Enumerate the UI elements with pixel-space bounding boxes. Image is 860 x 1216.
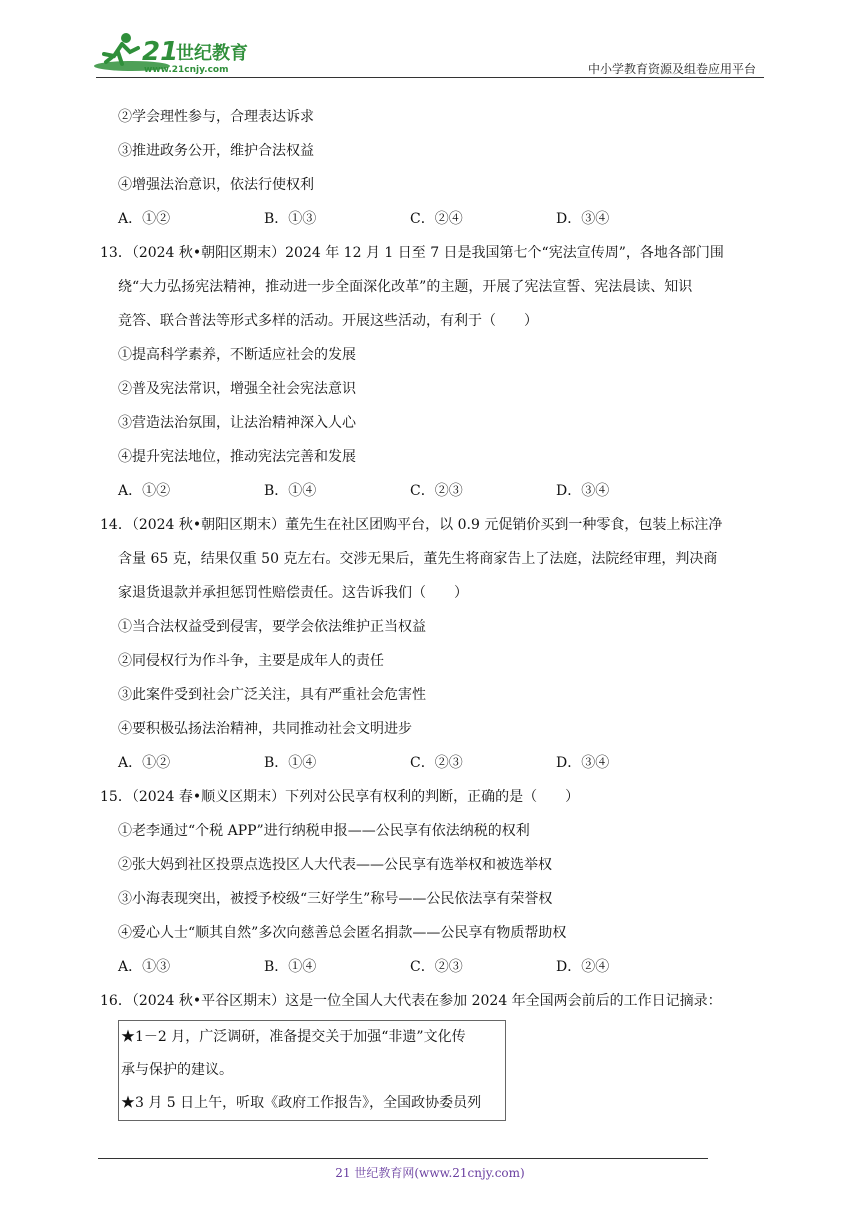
choice-d: D．②④ bbox=[556, 959, 610, 975]
q13-stem-line: 绕“大力弘扬宪法精神，推动进一步全面深化改革”的主题，开展了宪法宣誓、宪法晨读、知识 bbox=[118, 279, 693, 295]
q12-choices bbox=[118, 202, 768, 236]
logo-url: www.21cnjy.com bbox=[144, 65, 229, 75]
logo-number: 21 bbox=[142, 37, 179, 67]
q13-option: ①提高科学素养，不断适应社会的发展 bbox=[118, 347, 356, 363]
choice-a: A．①② bbox=[118, 483, 171, 499]
header-divider bbox=[96, 77, 764, 78]
q15-option: ①老李通过“个税 APP”进行纳税申报——公民享有依法纳税的权利 bbox=[118, 823, 530, 839]
q14-stem-line: 14．（2024 秋•朝阳区期末）董先生在社区团购平台，以 0.9 元促销价买到一种零食，包装上标注净 bbox=[100, 517, 723, 533]
choice-b: B．①④ bbox=[264, 483, 317, 499]
choice-c: C．②③ bbox=[410, 755, 463, 771]
footer-text: 21 世纪教育网(www.21cnjy.com) bbox=[335, 1166, 525, 1180]
choice-d: D．③④ bbox=[556, 483, 610, 499]
q14-stem-line: 含量 65 克，结果仅重 50 克左右。交涉无果后，董先生将商家告上了法庭，法院经审理，判决商 bbox=[118, 551, 718, 567]
q13-choices bbox=[118, 474, 768, 508]
q14-option: ②同侵权行为作斗争，主要是成年人的责任 bbox=[118, 653, 384, 669]
choice-b: B．①④ bbox=[264, 959, 317, 975]
site-logo bbox=[92, 30, 262, 76]
q13-option: ④提升宪法地位，推动宪法完善和发展 bbox=[118, 449, 356, 465]
diary-excerpt-box bbox=[118, 1020, 506, 1121]
q13-option: ③营造法治氛围，让法治精神深入人心 bbox=[118, 415, 356, 431]
q14-option: ④要积极弘扬法治精神，共同推动社会文明进步 bbox=[118, 721, 412, 737]
question-content bbox=[100, 100, 768, 1121]
q12-option-2: ②学会理性参与，合理表达诉求 bbox=[118, 109, 314, 125]
q14-stem-line: 家退货退款并承担惩罚性赔偿责任。这告诉我们（ ） bbox=[118, 585, 468, 601]
choice-c: C．②③ bbox=[410, 483, 463, 499]
q13-stem-line: 竞答、联合普法等形式多样的活动。开展这些活动，有利于（ ） bbox=[118, 313, 538, 329]
q14-option: ③此案件受到社会广泛关注，具有严重社会危害性 bbox=[118, 687, 426, 703]
q14-choices bbox=[118, 746, 768, 780]
q12-option-4: ④增强法治意识，依法行使权利 bbox=[118, 177, 314, 193]
q15-choices bbox=[118, 950, 768, 984]
choice-a: A．①③ bbox=[118, 959, 171, 975]
choice-b: B．①④ bbox=[264, 755, 317, 771]
footer-divider bbox=[98, 1158, 708, 1159]
choice-d: D．③④ bbox=[556, 755, 610, 771]
choice-d: D．③④ bbox=[556, 211, 610, 227]
q12-option-3: ③推进政务公开，维护合法权益 bbox=[118, 143, 314, 159]
choice-a: A．①② bbox=[118, 755, 171, 771]
q15-option: ②张大妈到社区投票点选投区人大代表——公民享有选举权和被选举权 bbox=[118, 857, 552, 873]
choice-c: C．②④ bbox=[410, 211, 463, 227]
logo-text: 世纪教育 bbox=[176, 43, 248, 64]
page-header bbox=[0, 0, 860, 80]
q15-option: ④爱心人士“顺其自然”多次向慈善总会匿名捐款——公民享有物质帮助权 bbox=[118, 925, 567, 941]
diary-line: 承与保护的建议。 bbox=[121, 1062, 233, 1078]
q15-stem-line: 15．（2024 春•顺义区期末）下列对公民享有权利的判断，正确的是（ ） bbox=[100, 789, 580, 805]
choice-a: A．①② bbox=[118, 211, 171, 227]
header-slogan: 中小学教育资源及组卷应用平台 bbox=[587, 62, 756, 76]
q13-stem-line: 13．（2024 秋•朝阳区期末）2024 年 12 月 1 日至 7 日是我国第七个“宪法宣传周”，各地各部门围 bbox=[100, 245, 724, 261]
q16-stem-line: 16．（2024 秋•平谷区期末）这是一位全国人大代表在参加 2024 年全国两会前后的工作日记摘录： bbox=[100, 993, 722, 1009]
choice-b: B．①③ bbox=[264, 211, 317, 227]
diary-line: ★3 月 5 日上午，听取《政府工作报告》，全国政协委员列 bbox=[121, 1095, 482, 1111]
q13-option: ②普及宪法常识，增强全社会宪法意识 bbox=[118, 381, 356, 397]
q15-option: ③小海表现突出，被授予校级“三好学生”称号——公民依法享有荣誉权 bbox=[118, 891, 553, 907]
diary-line: ★1－2 月，广泛调研，准备提交关于加强“非遗”文化传 bbox=[121, 1029, 466, 1045]
choice-c: C．②③ bbox=[410, 959, 463, 975]
q14-option: ①当合法权益受到侵害，要学会依法维护正当权益 bbox=[118, 619, 426, 635]
